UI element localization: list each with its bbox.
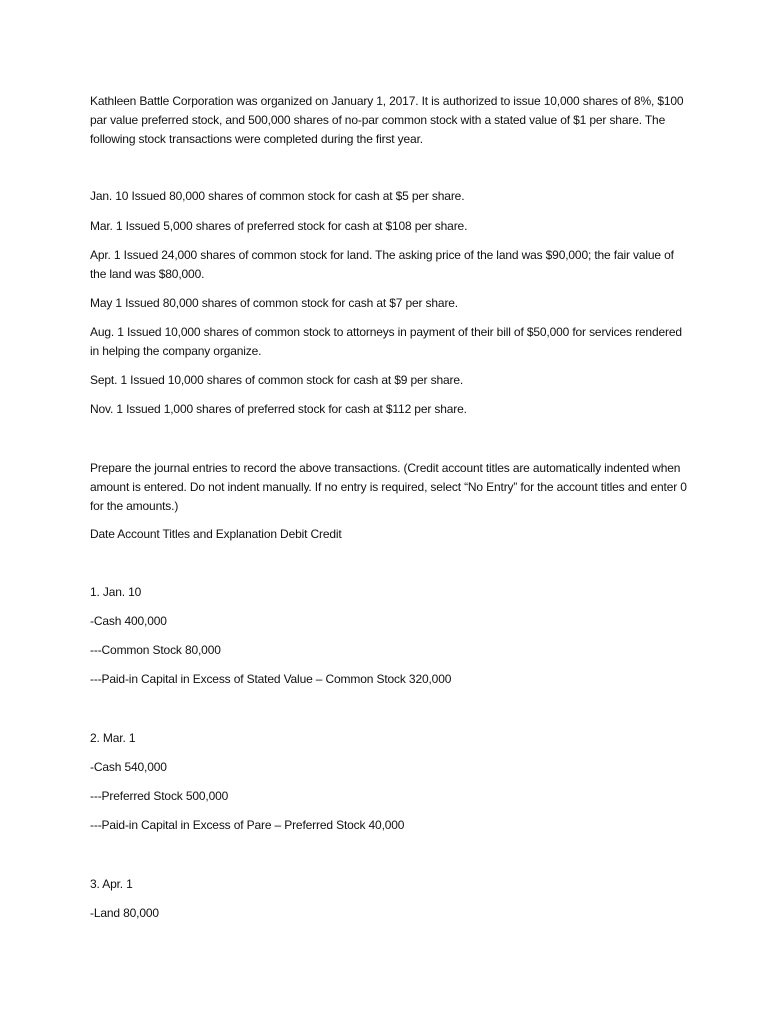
entry-date-3: 3. Apr. 1 — [90, 877, 133, 891]
intro-paragraph: Kathleen Battle Corporation was organized on January 1, 2017. It is authorized to issue 10,000 shares of 8%, $100 par value preferred stock, and 500,000 shares of no-par common stock with a stated value of $1 per share. The following stock transactions were completed during the first year. — [90, 94, 684, 146]
entry-2-line-3: ---Paid-in Capital in Excess of Pare – Preferred Stock 40,000 — [90, 818, 405, 832]
entry-2-line-2: ---Preferred Stock 500,000 — [90, 789, 229, 803]
transaction-apr-1: Apr. 1 Issued 24,000 shares of common stock for land. The asking price of the land was $90,000; the fair value of the land was $80,000. — [90, 248, 674, 281]
transaction-sept-1: Sept. 1 Issued 10,000 shares of common stock for cash at $9 per share. — [90, 373, 464, 387]
entry-1-line-1: -Cash 400,000 — [90, 614, 167, 628]
transaction-may-1: May 1 Issued 80,000 shares of common stock for cash at $7 per share. — [90, 296, 458, 310]
entry-1-line-2: ---Common Stock 80,000 — [90, 643, 221, 657]
entry-1-line-3: ---Paid-in Capital in Excess of Stated Value – Common Stock 320,000 — [90, 672, 452, 686]
transaction-jan-10: Jan. 10 Issued 80,000 shares of common stock for cash at $5 per share. — [90, 189, 465, 203]
transaction-mar-1: Mar. 1 Issued 5,000 shares of preferred stock for cash at $108 per share. — [90, 219, 468, 233]
entry-2-line-1: -Cash 540,000 — [90, 760, 167, 774]
table-header: Date Account Titles and Explanation Debit Credit — [90, 527, 342, 541]
transaction-aug-1: Aug. 1 Issued 10,000 shares of common stock to attorneys in payment of their bill of $50,000 for services rendered in helping the company organize. — [90, 325, 682, 358]
entry-date-1: 1. Jan. 10 — [90, 585, 142, 599]
entry-date-2: 2. Mar. 1 — [90, 731, 136, 745]
entry-3-line-1: -Land 80,000 — [90, 906, 159, 920]
transaction-nov-1: Nov. 1 Issued 1,000 shares of preferred stock for cash at $112 per share. — [90, 402, 467, 416]
instructions-paragraph: Prepare the journal entries to record the above transactions. (Credit account titles are automatically indented when amount is entered. Do not indent manually. If no entry is required, select “No Entry” for the account titles and enter 0 for the amounts.) — [90, 461, 687, 513]
